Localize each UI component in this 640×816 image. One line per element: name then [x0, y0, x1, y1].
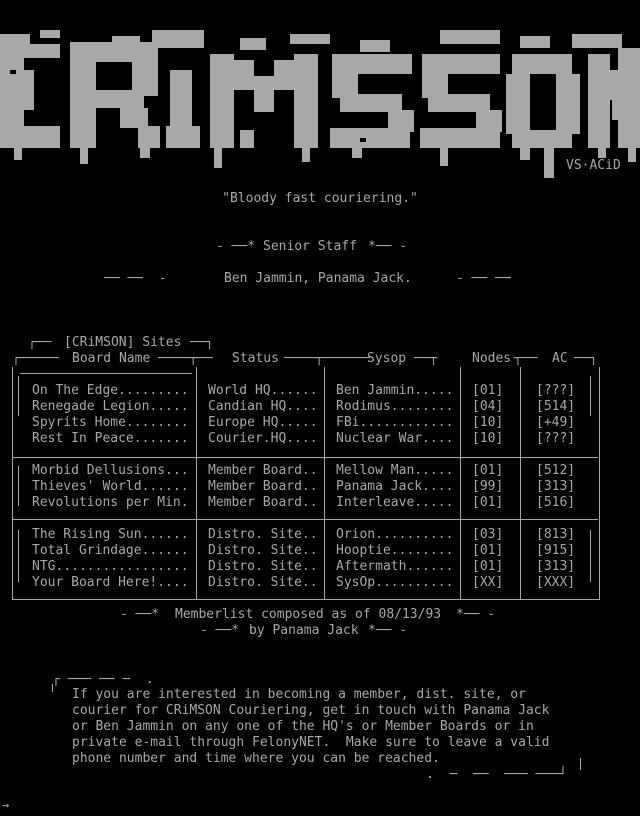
- col-ac: AC: [552, 351, 568, 366]
- table-cell: [313]: [536, 479, 576, 494]
- info-line: If you are interested in becoming a member, dist. site, or: [72, 687, 526, 702]
- table-row: [0, 431, 640, 447]
- table-cell: [01]: [472, 383, 504, 398]
- table-cell: FBi............: [336, 415, 454, 430]
- table-cell: [512]: [536, 463, 576, 478]
- table-cell: [10]: [472, 415, 504, 430]
- table-row: [0, 575, 640, 591]
- table-row: [0, 527, 640, 543]
- sites-title: [CRiMSON] Sites: [64, 335, 182, 350]
- memberlist-credit-line: - ──* by Panama Jack *── -: [200, 623, 408, 638]
- senior-staff-names: Ben Jammin, Panama Jack.: [224, 271, 412, 286]
- info-line: private e-mail through FelonyNET. Make sure to leave a valid: [72, 735, 550, 750]
- col-status: Status: [232, 351, 279, 366]
- table-cell: Panama Jack....: [336, 479, 454, 494]
- table-cell: Candian HQ....: [208, 399, 318, 414]
- crimson-logo: [0, 30, 640, 178]
- table-cell: Total Grindage......: [32, 543, 189, 558]
- col-sysop: Sysop: [367, 351, 407, 366]
- table-cell: Nuclear War....: [336, 431, 454, 446]
- table-cell: [915]: [536, 543, 576, 558]
- crimson-logo-art: [0, 30, 640, 178]
- table-cell: Spyrits Home........: [32, 415, 189, 430]
- table-cell: [04]: [472, 399, 504, 414]
- table-cell: [???]: [536, 383, 576, 398]
- table-row: [0, 383, 640, 399]
- table-cell: Distro. Site..: [208, 543, 318, 558]
- table-row: [0, 463, 640, 479]
- info-line: phone number and time where you can be reached.: [72, 751, 440, 766]
- table-row: [0, 399, 640, 415]
- info-line: courier for CRiMSON Couriering, get in touch with Panama Jack: [72, 703, 550, 718]
- table-header: ┌───── Board Name ────┬── Status ────┬────── Sysop ──┬ Nodes ┬── AC ──┐: [12, 351, 598, 366]
- table-row: [0, 495, 640, 511]
- table-cell: Aftermath......: [336, 559, 454, 574]
- table-row: [0, 415, 640, 431]
- table-cell: [813]: [536, 527, 576, 542]
- table-cell: Revolutions per Min.: [32, 495, 189, 510]
- table-cell: [03]: [472, 527, 504, 542]
- table-row: [0, 479, 640, 495]
- table-cell: Thieves' World......: [32, 479, 189, 494]
- table-row: [0, 559, 640, 575]
- table-cell: [10]: [472, 431, 504, 446]
- group-divider: [12, 519, 598, 520]
- table-cell: [+49]: [536, 415, 576, 430]
- col-nodes: Nodes: [472, 351, 512, 366]
- table-cell: Member Board..: [208, 479, 318, 494]
- table-cell: Member Board..: [208, 495, 318, 510]
- table-cell: On The Edge.........: [32, 383, 189, 398]
- info-line: or Ben Jammin on any one of the HQ's or Member Boards or in: [72, 719, 534, 734]
- table-cell: [???]: [536, 431, 576, 446]
- memberlist-credit: by Panama Jack: [249, 623, 359, 638]
- table-cell: Morbid Dellusions...: [32, 463, 189, 478]
- table-cell: Courier.HQ....: [208, 431, 318, 446]
- table-cell: Hooptie........: [336, 543, 454, 558]
- table-cell: Rest In Peace.......: [32, 431, 189, 446]
- table-cell: Distro. Site..: [208, 527, 318, 542]
- table-cell: [XXX]: [536, 575, 576, 590]
- table-cell: Rodimus........: [336, 399, 454, 414]
- table-cell: [01]: [472, 543, 504, 558]
- table-cell: SysOp..........: [336, 575, 454, 590]
- col-board-name: Board Name: [72, 351, 151, 366]
- table-cell: [99]: [472, 479, 504, 494]
- table-cell: Renegade Legion.....: [32, 399, 189, 414]
- logo-tag: VS·ACiD: [566, 158, 621, 173]
- senior-staff-row: ── ── - Ben Jammin, Panama Jack. - ── ──: [104, 271, 511, 286]
- table-cell: Orion..........: [336, 527, 454, 542]
- table-cell: Interleave.....: [336, 495, 454, 510]
- table-cell: Distro. Site..: [208, 559, 318, 574]
- tagline: "Bloody fast couriering.": [222, 191, 418, 206]
- table-cell: [XX]: [472, 575, 504, 590]
- table-cell: Europe HQ.....: [208, 415, 318, 430]
- table-cell: World HQ......: [208, 383, 318, 398]
- table-cell: [313]: [536, 559, 576, 574]
- memberlist-date: Memberlist composed as of 08/13/93: [175, 607, 442, 622]
- senior-staff-heading-row: - ──* Senior Staff *── -: [216, 239, 408, 254]
- table-cell: The Rising Sun......: [32, 527, 189, 542]
- table-cell: [01]: [472, 559, 504, 574]
- table-cell: Distro. Site..: [208, 575, 318, 590]
- table-cell: [514]: [536, 399, 576, 414]
- group-divider: [12, 457, 598, 458]
- table-cell: [516]: [536, 495, 576, 510]
- table-cell: Mellow Man.....: [336, 463, 454, 478]
- table-cell: Member Board..: [208, 463, 318, 478]
- table-cell: Ben Jammin.....: [336, 383, 454, 398]
- senior-staff-heading: Senior Staff: [263, 239, 357, 254]
- table-cell: NTG.................: [32, 559, 189, 574]
- prompt-cursor: →: [2, 798, 10, 812]
- memberlist-line: - ──* Memberlist composed as of 08/13/93 *── -: [120, 607, 496, 622]
- table-row: [0, 543, 640, 559]
- table-cell: [01]: [472, 463, 504, 478]
- table-cell: Your Board Here!....: [32, 575, 189, 590]
- table-cell: [01]: [472, 495, 504, 510]
